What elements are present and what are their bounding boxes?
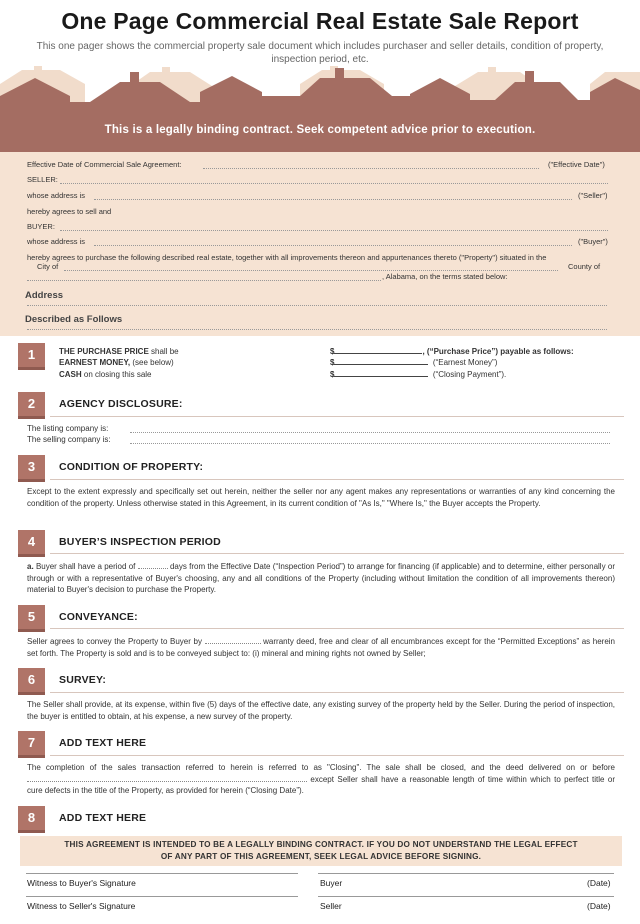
dollar-sign: $ [330, 347, 335, 356]
section-title-inspection: BUYER’S INSPECTION PERIOD [59, 536, 221, 548]
closing-text-part2: except Seller shall have a reasonable length of time within which to perfect title or cure defects in the title of the Property, as provided for herein (“Closing Date”). [27, 774, 615, 795]
section-title-condition: CONDITION OF PROPERTY: [59, 461, 204, 473]
buyer-date-label: (Date) [587, 878, 611, 888]
section-number-6: 6 [18, 668, 45, 692]
section-divider [50, 553, 624, 554]
section-divider [50, 755, 624, 756]
inspection-text-part2: days from the Effective Date (“Inspection Period”) to arrange for financing (if applicable) and to determine, either personally or through or with a representative of Buyer's choosing, any and all conditions of the Property (including without limitation the condition of all improvements thereon) material to Buyer's decision to purchase the Property. [27, 562, 615, 594]
earnest-money-line [59, 357, 174, 369]
buyer-signature-line[interactable] [318, 873, 614, 874]
seller-address-field[interactable] [94, 199, 572, 200]
legal-notice-box [20, 836, 622, 866]
closing-date-field[interactable] [27, 781, 307, 782]
inspection-paragraph [27, 561, 615, 596]
closing-text-part1: The completion of the sales transaction referred to herein is referred to as "Closing". The sale shall be closed, and the deed delivered on or before [27, 763, 615, 772]
cash-suffix: on closing this sale [83, 370, 152, 379]
page-subtitle: This one pager shows the commercial property sale document which includes purchaser and seller details, condition of property, inspection period, etc. [36, 41, 604, 65]
conveyance-text-part1: Seller agrees to convey the Property to Buyer by [27, 637, 202, 646]
deed-type-field[interactable] [205, 643, 261, 644]
address-label: Address [25, 290, 64, 301]
section-number-1: 1 [18, 343, 45, 367]
earnest-money-suffix: (see below) [132, 358, 174, 367]
party-details-form [0, 152, 640, 336]
seller-signature-line[interactable] [318, 896, 614, 897]
city-field[interactable] [64, 270, 558, 271]
seller-label: SELLER: [27, 175, 58, 184]
purchase-price-amount-row [330, 346, 574, 358]
legal-notice-line1: THIS AGREEMENT IS INTENDED TO BE A LEGALLY BINDING CONTRACT. IF YOU DO NOT UNDERSTAND THE LEGAL EFFECT [64, 840, 578, 849]
earnest-money-amount-row [330, 357, 497, 369]
witness-buyer-label: Witness to Buyer's Signature [27, 878, 136, 888]
earnest-money-label: EARNEST MONEY, [59, 358, 131, 367]
section-title-agency: AGENCY DISCLOSURE: [59, 398, 183, 410]
section-title-8: ADD TEXT HERE [59, 812, 147, 824]
earnest-money-tag: (“Earnest Money”) [432, 358, 498, 367]
rooftop-dark-shapes [0, 68, 640, 152]
section-number-3: 3 [18, 455, 45, 479]
county-field[interactable] [27, 280, 381, 281]
listing-company-label: The listing company is: [27, 424, 109, 433]
closing-payment-tag: (“Closing Payment”). [432, 370, 507, 379]
closing-payment-field[interactable] [334, 376, 428, 377]
seller-date-label: (Date) [587, 901, 611, 911]
inspection-prefix: a. [27, 562, 34, 571]
seller-tag: ("Seller") [578, 191, 608, 200]
banner-warning-text: This is a legally binding contract. Seek competent advice prior to execution. [104, 124, 536, 136]
rooftop-banner [0, 66, 640, 152]
inspection-days-field[interactable] [138, 568, 168, 569]
purchase-price-field[interactable] [334, 353, 422, 354]
closing-paragraph [27, 762, 615, 797]
effective-date-field[interactable] [203, 168, 539, 169]
selling-company-field[interactable] [130, 443, 610, 444]
witness-seller-label: Witness to Seller's Signature [27, 901, 136, 911]
dollar-sign: $ [330, 370, 335, 379]
section-number-5: 5 [18, 605, 45, 629]
section-title-closing: ADD TEXT HERE [59, 737, 147, 749]
dollar-sign: $ [330, 358, 335, 367]
section-divider [50, 628, 624, 629]
survey-paragraph: The Seller shall provide, at its expense, within five (5) days of the effective date, any existing survey of the property held by the Seller. During the period of inspection, the buyer is entitled to obtain, at his expense, a new survey of the property. [27, 700, 615, 721]
inspection-text-part1: Buyer shall have a period of [33, 562, 136, 571]
address-field[interactable] [27, 305, 607, 306]
cash-line [59, 369, 152, 381]
listing-company-field[interactable] [130, 432, 610, 433]
alabama-text: , Alabama, on the terms stated below: [382, 272, 508, 281]
agrees-sell-text: hereby agrees to sell and [27, 207, 112, 216]
effective-date-tag: ("Effective Date") [548, 160, 605, 169]
effective-date-label: Effective Date of Commercial Sale Agreement: [27, 160, 182, 169]
purchase-price-label: THE PURCHASE PRICE [59, 347, 149, 356]
buyer-signature-label: Buyer [320, 878, 343, 888]
buyer-name-field[interactable] [60, 230, 608, 231]
seller-name-field[interactable] [60, 183, 608, 184]
closing-payment-amount-row [330, 369, 506, 381]
section-divider [50, 479, 624, 480]
described-label: Described as Follows [25, 314, 123, 325]
purchase-price-suffix: shall be [151, 347, 179, 356]
earnest-money-field[interactable] [334, 364, 428, 365]
seller-address-label: whose address is [27, 191, 85, 200]
section-number-8: 8 [18, 806, 45, 830]
page-title: One Page Commercial Real Estate Sale Report [61, 8, 579, 34]
cash-label: CASH [59, 370, 82, 379]
buyer-address-field[interactable] [94, 245, 572, 246]
condition-paragraph: Except to the extent expressly and specifically set out herein, neither the seller nor any agent makes any representations or warranties of any kind concerning the condition of the property. Unless otherwise stated in this Agreement, in its current condition of "As Is," "Where Is," the Buyer accepts the Property. [27, 487, 615, 508]
purchase-price-line [59, 346, 179, 358]
purchase-statement: hereby agrees to purchase the following described real estate, together with all improvements thereon and appurtenances thereto ("Property") situated in the [27, 253, 547, 262]
section-divider [50, 692, 624, 693]
county-label: County of [568, 262, 601, 271]
selling-company-label: The selling company is: [27, 435, 111, 444]
seller-signature-label: Seller [320, 901, 342, 911]
witness-buyer-signature-line[interactable] [26, 873, 298, 874]
buyer-label: BUYER: [27, 222, 55, 231]
witness-seller-signature-line[interactable] [26, 896, 298, 897]
section-title-survey: SURVEY: [59, 674, 107, 686]
buyer-address-label: whose address is [27, 237, 85, 246]
section-number-2: 2 [18, 392, 45, 416]
conveyance-text-part2: warranty deed, free and clear of all encumbrances except for the “Permitted Exceptions” as herein set forth. The Property is sold and is to be conveyed subject to: (i) mineral and mining rights not owned by Seller; [27, 637, 616, 658]
purchase-price-tag: , (“Purchase Price”) payable as follows: [422, 347, 574, 356]
description-field[interactable] [27, 329, 607, 330]
city-label: City of [37, 262, 59, 271]
conveyance-paragraph [27, 636, 615, 659]
section-title-conveyance: CONVEYANCE: [59, 611, 138, 623]
section-number-4: 4 [18, 530, 45, 554]
section-number-7: 7 [18, 731, 45, 755]
section-divider [50, 416, 624, 417]
legal-notice-line2: OF ANY PART OF THIS AGREEMENT, SEEK LEGAL ADVICE BEFORE SIGNING. [160, 852, 482, 861]
buyer-tag: ("Buyer") [578, 237, 608, 246]
